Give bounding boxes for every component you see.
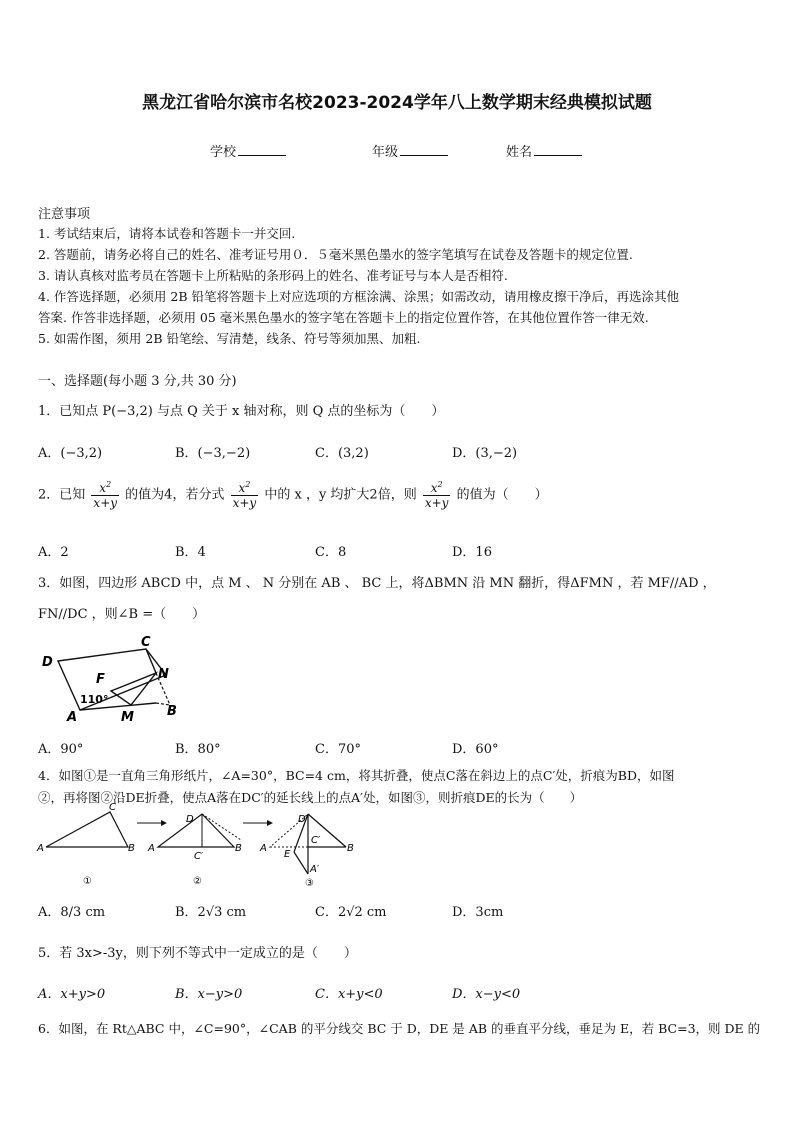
triangle-abd-fig2 <box>158 814 234 847</box>
fold-dashed-fig2 <box>202 814 241 840</box>
label-n: N <box>158 667 169 682</box>
question-4-line1: 4．如图①是一直角三角形纸片，∠A=30°，BC=4 cm，将其折叠，使点C落在斜边上的点C′处，折痕为BD，如图 <box>38 768 675 783</box>
notice-item: 3. 请认真核对监考员在答题卡上所粘贴的条形码上的姓名、准考证号与本人是否相符. <box>38 268 508 283</box>
notice-item: 5. 如需作图，须用 2B 铅笔绘、写清楚，线条、符号等须加黑、加粗. <box>38 331 421 346</box>
q2-mid1: 的值为4，若分式 <box>125 487 225 503</box>
fig3-label-e: E <box>284 849 291 860</box>
fig1-label-a: A <box>37 843 44 854</box>
triangle-abc-fig1 <box>46 812 128 847</box>
notice-item: 1. 考试结束后，请将本试卷和答题卡一并交回. <box>38 226 296 241</box>
q3-figure <box>36 633 186 725</box>
q5-option-b: B．x−y>0 <box>175 987 243 1002</box>
q2-frac-exp: 2 <box>106 480 112 489</box>
q5-option-c: C．x+y<0 <box>315 987 383 1002</box>
q2-frac-exp: 2 <box>437 480 443 489</box>
q1-option-d: D．(3,−2) <box>452 446 518 461</box>
arrow-2-head <box>267 820 273 826</box>
q3-option-a: A．90° <box>38 742 84 757</box>
fig2-label-d: D <box>186 814 194 825</box>
notice-item: 答案. 作答非选择题，必须用 05 毫米黑色墨水的签字笔在答题卡上的指定位置作答，在其他位置作答一律无效. <box>38 310 649 325</box>
fig3-number: ③ <box>305 878 314 889</box>
arrow-1-head <box>161 820 167 826</box>
q2-frac-num: x <box>430 481 438 495</box>
question-6: 6．如图，在 Rt△ABC 中，∠C=90°，∠CAB 的平分线交 BC 于 D，DE 是 AB 的垂直平分线，垂足为 E，若 BC=3，则 DE 的 <box>38 1021 761 1036</box>
label-d: D <box>42 655 53 670</box>
label-m: M <box>121 710 134 725</box>
angle-label: 110° <box>80 693 109 706</box>
fig1-number: ① <box>83 876 92 887</box>
school-field <box>210 141 286 160</box>
fig3-label-a: A <box>260 843 267 854</box>
fig2-number: ② <box>193 876 202 887</box>
q2-pre: 2．已知 <box>38 487 86 503</box>
label-b: B <box>167 704 177 719</box>
q4-option-a: A．8/3 cm <box>38 905 106 920</box>
triangle-fmn <box>111 673 156 705</box>
fig3-label-b: B <box>347 843 354 854</box>
fig3-label-d: D <box>298 814 306 825</box>
label-c: C <box>141 635 151 650</box>
notice-item: 2. 答题前，请务必将自己的姓名、准考证号用０．５毫米黑色墨水的签字笔填写在试卷及答题卡的规定位置. <box>38 247 633 262</box>
fig3-label-a2: A′ <box>310 864 320 875</box>
fig1-label-b: B <box>128 843 135 854</box>
fig1-label-c: C <box>109 802 116 813</box>
q2-frac-num: x <box>238 481 246 495</box>
fig2-label-b: B <box>235 843 242 854</box>
fig2-label-a: A <box>148 843 155 854</box>
fig2-label-c2: C′ <box>194 851 204 862</box>
q3-option-c: C．70° <box>315 742 361 757</box>
name-blank <box>534 144 582 156</box>
q1-option-b: B．(−3,−2) <box>175 446 251 461</box>
q2-frac-den: x+y <box>93 496 118 510</box>
notice-heading: 注意事项 <box>38 207 91 222</box>
q4-option-c: C．2√2 cm <box>315 905 387 920</box>
q2-end: 的值为（ ） <box>456 487 548 503</box>
q4-option-b: B．2√3 cm <box>175 905 247 920</box>
q4-option-d: D．3cm <box>452 905 504 920</box>
name-field <box>506 141 582 160</box>
q1-option-c: C．(3,2) <box>315 446 369 461</box>
q2-frac-exp: 2 <box>245 480 251 489</box>
q2-option-d: D．16 <box>452 545 492 560</box>
school-blank <box>238 144 286 156</box>
q3-option-d: D．60° <box>452 742 499 757</box>
school-label: 学校 <box>210 145 237 160</box>
label-a: A <box>67 710 78 725</box>
q2-fraction <box>91 480 119 510</box>
q2-frac-den: x+y <box>424 496 449 510</box>
q2-option-b: B．4 <box>175 545 206 560</box>
q2-option-a: A．2 <box>38 545 69 560</box>
q2-option-c: C．8 <box>315 545 347 560</box>
q2-frac-den: x+y <box>232 496 257 510</box>
grade-blank <box>400 144 448 156</box>
q3-option-b: B．80° <box>175 742 221 757</box>
label-f: F <box>96 672 105 687</box>
section-heading: 一、选择题(每小题 3 分,共 30 分) <box>38 374 237 389</box>
q1-option-a: A．(−3,2) <box>38 446 103 461</box>
question-2 <box>38 480 548 510</box>
grade-field <box>372 141 448 160</box>
question-5: 5．若 3x>-3y，则下列不等式中一定成立的是（ ） <box>38 946 357 961</box>
notice-item: 4. 作答选择题，必须用 2B 铅笔将答题卡上对应选项的方框涂满、涂黑；如需改动，请用橡皮擦干净后，再选涂其他 <box>38 289 679 304</box>
segment-ea2-fig3 <box>294 852 308 874</box>
exam-title: 黑龙江省哈尔滨市名校2023-2024学年八上数学期末经典模拟试题 <box>142 93 652 113</box>
fig3-label-c2: C′ <box>311 835 321 846</box>
q2-fraction <box>423 480 451 510</box>
grade-label: 年级 <box>372 145 399 160</box>
q2-frac-num: x <box>99 481 107 495</box>
q5-option-a: A．x+y>0 <box>38 987 106 1002</box>
name-label: 姓名 <box>506 145 533 160</box>
question-3-line2: FN//DC ，则∠B =（ ） <box>38 607 206 622</box>
q2-mid2: 中的 x ，y 均扩大2倍，则 <box>264 487 417 503</box>
question-3-line1: 3．如图，四边形 ABCD 中，点 M 、 N 分别在 AB 、 BC 上，将ΔBMN 沿 MN 翻折，得ΔFMN ，若 MF//AD ， <box>38 576 716 591</box>
q5-option-d: D．x−y<0 <box>452 987 521 1002</box>
q4-figure <box>36 802 366 890</box>
question-4-line2: ②，再将图②沿DE折叠，使点A落在DC′的延长线上的点A′处，如图③，则折痕DE的长为（ ） <box>38 790 583 805</box>
question-1: 1．已知点 P(−3,2) 与点 Q 关于 x 轴对称，则 Q 点的坐标为（ ） <box>38 404 445 419</box>
q2-fraction <box>231 480 259 510</box>
